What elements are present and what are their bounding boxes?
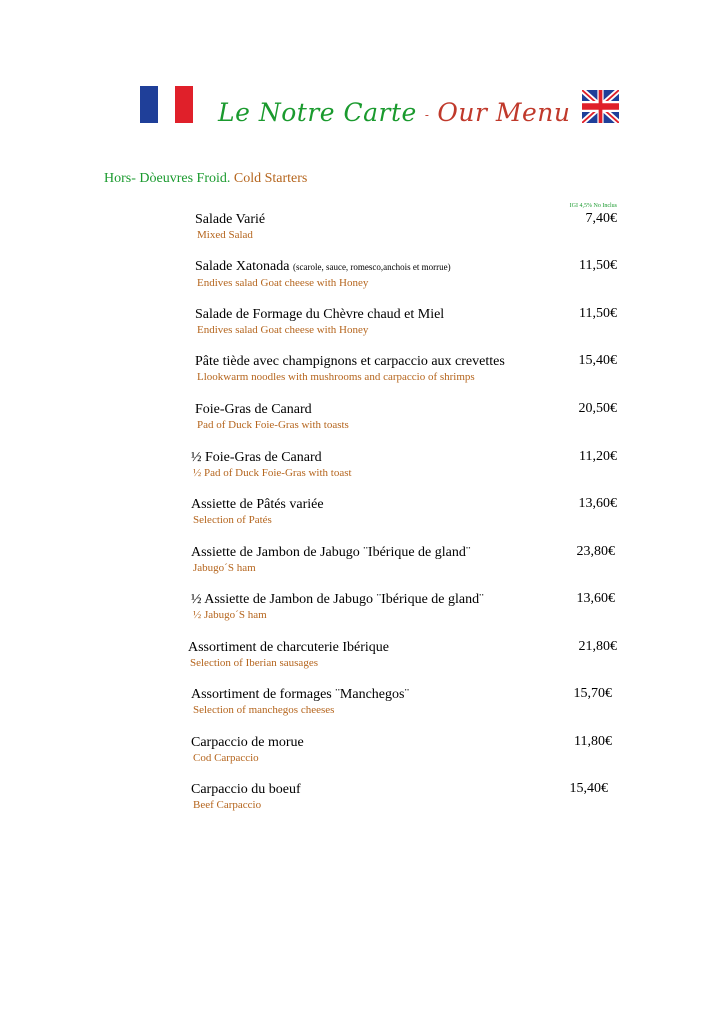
menu-item-name-text: Foie-Gras de Canard bbox=[195, 402, 312, 417]
menu-item-description: Endives salad Goat cheese with Honey bbox=[197, 324, 369, 336]
menu-item bbox=[191, 591, 484, 622]
menu-item-name-text: Assiette de Pâtés variée bbox=[191, 497, 324, 512]
menu-item-description: Cod Carpaccio bbox=[193, 752, 259, 764]
menu-item-name bbox=[195, 401, 349, 418]
title-separator: - bbox=[424, 107, 430, 122]
menu-item-price: 11,20€ bbox=[579, 449, 617, 464]
menu-item bbox=[195, 401, 349, 432]
menu-item-name bbox=[195, 258, 451, 276]
menu-item-name-text: ½ Assiette de Jambon de Jabugo ¨Ibérique de gland¨ bbox=[191, 592, 484, 607]
menu-item-price: 23,80€ bbox=[576, 544, 615, 559]
menu-item-name bbox=[188, 639, 389, 656]
section-title-french: Hors- Dòeuvres Froid. bbox=[104, 171, 231, 186]
menu-item-name bbox=[191, 496, 324, 513]
menu-item bbox=[191, 544, 471, 575]
menu-item-description: ½ Pad of Duck Foie-Gras with toast bbox=[193, 467, 352, 479]
menu-item-price: 15,40€ bbox=[578, 353, 617, 368]
menu-item-name bbox=[191, 544, 471, 561]
french-flag-icon bbox=[140, 86, 193, 123]
menu-item-name-text: Assortiment de formages ¨Manchegos¨ bbox=[191, 687, 410, 702]
menu-item-name-text: Salade Xatonada bbox=[195, 259, 290, 274]
menu-item-name-text: ½ Foie-Gras de Canard bbox=[191, 450, 322, 465]
menu-item-price: 11,50€ bbox=[579, 306, 617, 321]
menu-item-price: 20,50€ bbox=[578, 401, 617, 416]
menu-item-price: 11,80€ bbox=[574, 734, 612, 749]
menu-item-price: 21,80€ bbox=[578, 639, 617, 654]
section-title-english: Cold Starters bbox=[233, 171, 308, 186]
menu-item-name bbox=[191, 449, 352, 466]
menu-item bbox=[191, 686, 409, 717]
tax-note: IGI 4,5% No Inclus bbox=[569, 203, 617, 209]
menu-item-description: Jabugo´S ham bbox=[193, 562, 256, 574]
uk-flag-icon bbox=[582, 90, 619, 123]
menu-item bbox=[191, 496, 324, 527]
menu-item-description: Beef Carpaccio bbox=[193, 799, 262, 811]
menu-item-description: Selection of Iberian sausages bbox=[190, 657, 318, 669]
menu-item-name-text: Salade de Formage du Chèvre chaud et Miel bbox=[195, 307, 445, 322]
menu-item-name-text: Carpaccio du boeuf bbox=[191, 782, 301, 797]
menu-item-detail: (scarole, sauce, romesco,anchois et morrue) bbox=[292, 262, 451, 272]
menu-item-description: Selection of Patés bbox=[193, 514, 272, 526]
menu-item-price: 7,40€ bbox=[585, 211, 617, 226]
menu-item bbox=[195, 211, 265, 242]
menu-item-description: Mixed Salad bbox=[197, 229, 253, 241]
title-english: Our Menu bbox=[437, 98, 571, 127]
menu-item-description: Llookwarm noodles with mushrooms and carpaccio of shrimps bbox=[197, 371, 475, 383]
menu-item-name-text: Carpaccio de morue bbox=[191, 735, 304, 750]
menu-item-name-text: Assortiment de charcuterie Ibérique bbox=[188, 640, 389, 655]
menu-item bbox=[188, 639, 389, 670]
menu-item-name-text: Salade Varié bbox=[195, 212, 266, 227]
section-title bbox=[104, 171, 307, 187]
menu-item-price: 13,60€ bbox=[578, 496, 617, 511]
menu-item-price: 11,50€ bbox=[579, 258, 617, 273]
menu-item bbox=[191, 781, 301, 812]
menu-item-description: Endives salad Goat cheese with Honey bbox=[197, 277, 369, 289]
menu-item-name bbox=[191, 734, 304, 751]
menu-item-name bbox=[195, 306, 444, 323]
menu-item bbox=[191, 734, 304, 765]
menu-item-price: 15,40€ bbox=[569, 781, 608, 796]
page-title bbox=[218, 98, 571, 127]
menu-item-name bbox=[195, 211, 265, 228]
menu-item-price: 13,60€ bbox=[576, 591, 615, 606]
title-french: Le Notre Carte bbox=[218, 98, 417, 127]
menu-item-description: Pad of Duck Foie-Gras with toasts bbox=[197, 419, 349, 431]
menu-item-name bbox=[195, 353, 505, 370]
menu-item-name-text: Pâte tiède avec champignons et carpaccio aux crevettes bbox=[195, 354, 505, 369]
menu-item bbox=[195, 258, 451, 290]
menu-item bbox=[195, 306, 444, 337]
menu-item-price: 15,70€ bbox=[573, 686, 612, 701]
menu-item-name bbox=[191, 686, 409, 703]
menu-item-description: Selection of manchegos cheeses bbox=[193, 704, 335, 716]
menu-item-description: ½ Jabugo´S ham bbox=[193, 609, 267, 621]
menu-item bbox=[191, 449, 352, 480]
menu-item-name-text: Assiette de Jambon de Jabugo ¨Ibérique de gland¨ bbox=[191, 545, 471, 560]
menu-item-name bbox=[191, 591, 484, 608]
menu-item-name bbox=[191, 781, 301, 798]
menu-item bbox=[195, 353, 505, 384]
